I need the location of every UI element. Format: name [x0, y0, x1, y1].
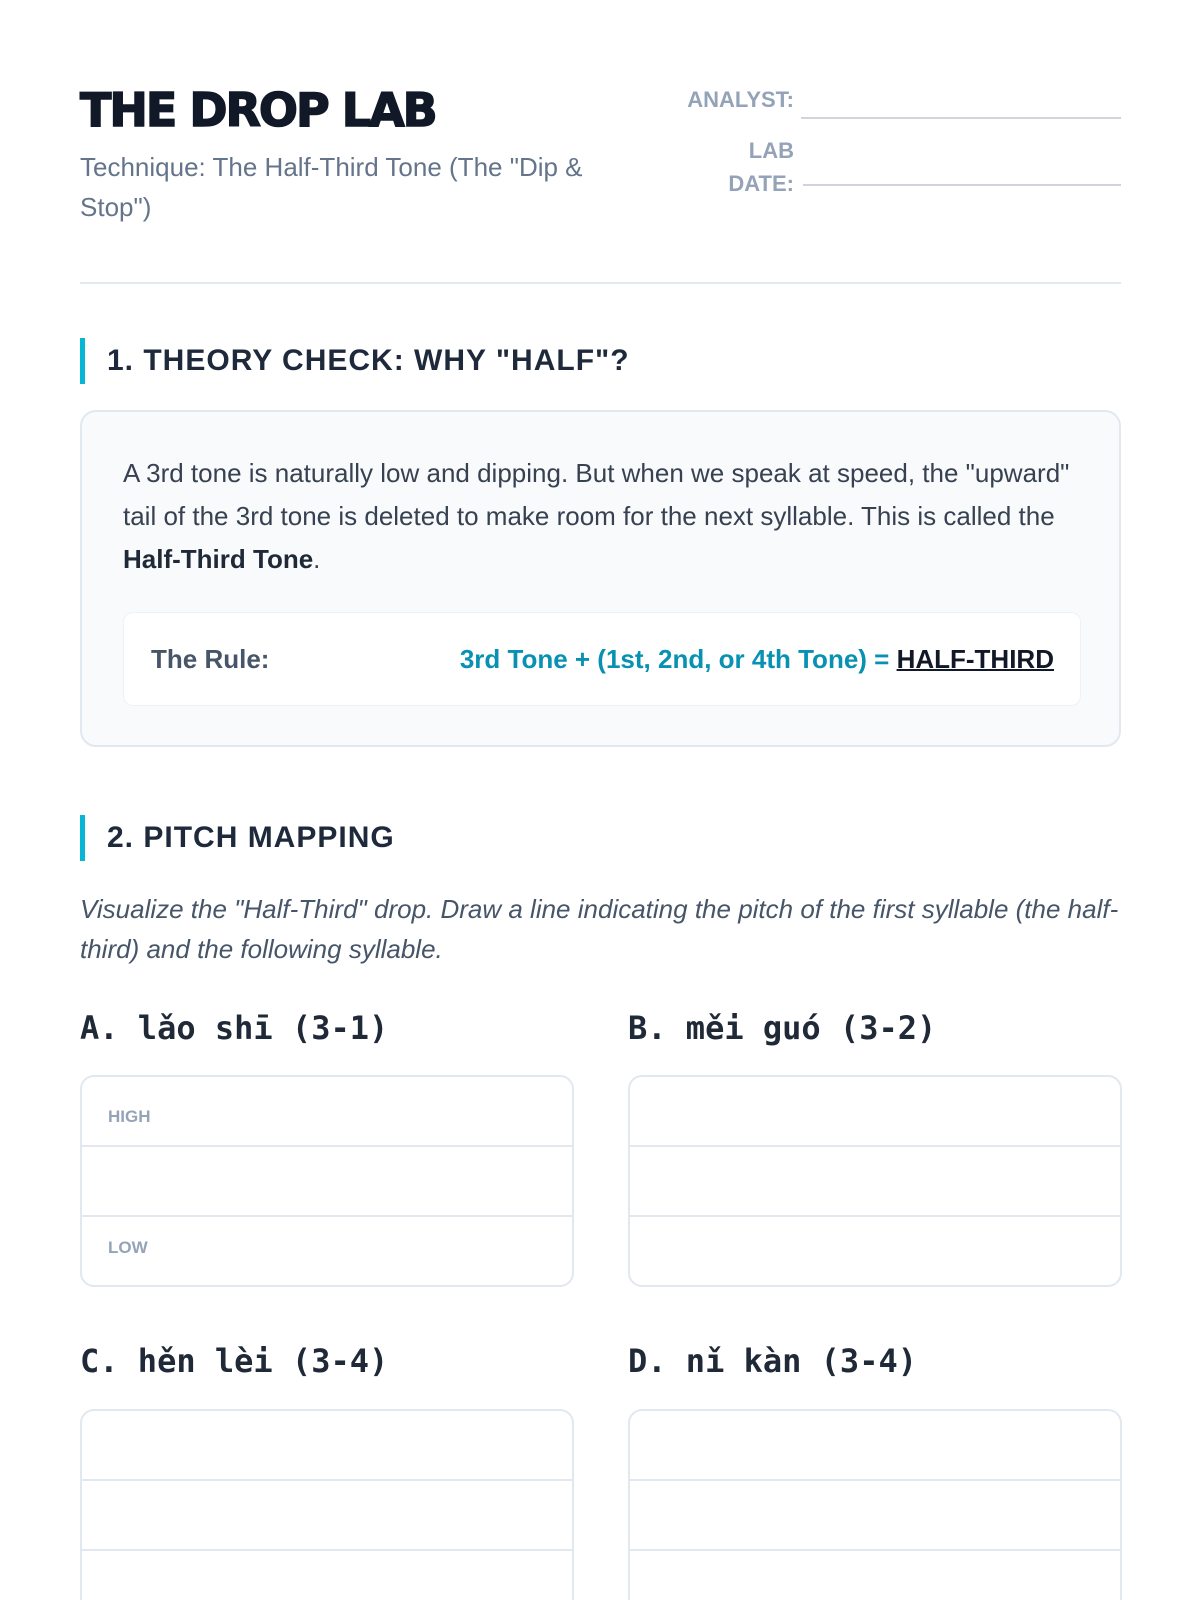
- pitch-row-mid: [82, 1147, 572, 1217]
- analyst-field[interactable]: [801, 117, 1121, 119]
- rule-label: The Rule:: [151, 644, 270, 674]
- pitch-row-mid: [630, 1481, 1120, 1551]
- exercise-a-pitch-grid[interactable]: [80, 1075, 574, 1287]
- pitch-row-high: [630, 1077, 1120, 1147]
- theory-text-term: Half-Third Tone: [123, 544, 314, 574]
- exercise-c-pitch-grid[interactable]: [80, 1409, 574, 1600]
- rule-box: [123, 612, 1081, 706]
- rule-result: HALF-THIRD: [896, 644, 1054, 674]
- page-subtitle: Technique: The Half-Third Tone (The "Dip & Stop"): [80, 152, 583, 222]
- theory-box: [80, 410, 1121, 747]
- pitch-row-high: [630, 1411, 1120, 1481]
- theory-text-end: .: [313, 544, 321, 574]
- lab-date-label-line1: LAB: [748, 138, 794, 163]
- exercise-b-pitch-grid[interactable]: [628, 1075, 1122, 1287]
- exercise-d-pitch-grid[interactable]: [628, 1409, 1122, 1600]
- high-label: HIGH: [108, 1107, 151, 1126]
- worksheet-header: [80, 0, 1121, 284]
- worksheet-page: [80, 0, 1121, 1600]
- rule-formula-text: 3rd Tone + (1st, 2nd, or 4th Tone) =: [459, 644, 897, 674]
- page-title: THE DROP LAB: [80, 83, 436, 137]
- exercise-b-label: B. měi guó (3-2): [628, 1009, 937, 1047]
- analyst-label: ANALYST:: [687, 87, 794, 112]
- pitch-row-mid: [82, 1481, 572, 1551]
- section-heading-pitch: 2. PITCH MAPPING: [80, 815, 1121, 861]
- pitch-instructions: Visualize the "Half-Third" drop. Draw a line indicating the pitch of the first syllable (the half-third) and the following syllable.: [80, 894, 1119, 964]
- section-heading-theory: 1. THEORY CHECK: WHY "HALF"?: [80, 338, 1121, 384]
- exercise-a-label: A. lǎo shī (3-1): [80, 1009, 389, 1047]
- exercise-d-label: D. nǐ kàn (3-4): [628, 1342, 917, 1380]
- pitch-row-low: [82, 1217, 572, 1287]
- theory-text: [123, 452, 1073, 581]
- pitch-row-low: [82, 1551, 572, 1600]
- pitch-row-low: [630, 1551, 1120, 1600]
- low-label: LOW: [108, 1238, 148, 1257]
- lab-date-field[interactable]: [803, 184, 1121, 186]
- pitch-row-high: [82, 1411, 572, 1481]
- pitch-row-mid: [630, 1147, 1120, 1217]
- rule-formula: [460, 641, 1054, 677]
- exercise-c-label: C. hěn lèi (3-4): [80, 1342, 389, 1380]
- lab-date-label-line2: DATE:: [728, 171, 794, 196]
- pitch-row-low: [630, 1217, 1120, 1287]
- pitch-row-high: [82, 1077, 572, 1147]
- theory-text-main: A 3rd tone is naturally low and dipping. But when we speak at speed, the "upward" tail of the 3rd tone is deleted to make room for the next syllable. This is called the: [123, 458, 1070, 531]
- lab-date-label: [728, 134, 794, 200]
